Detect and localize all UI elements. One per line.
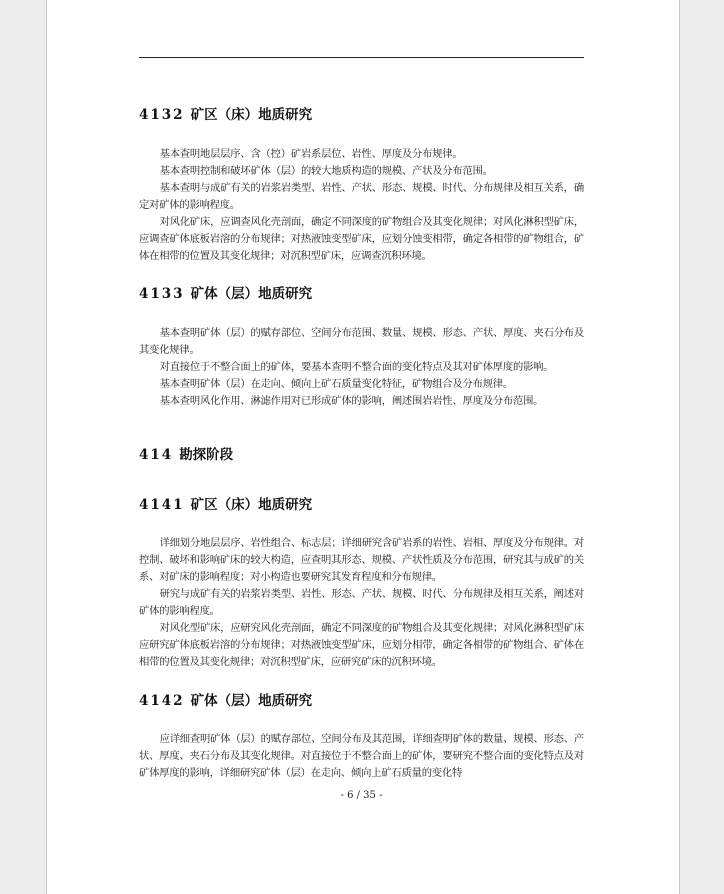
section-4142-body (139, 731, 584, 782)
heading-4141 (139, 496, 584, 514)
section-title: 矿区（床）地质研究 (190, 497, 313, 513)
paragraph: 基本查明风化作用、淋滤作用对已形成矿体的影响，阐述围岩岩性、厚度及分布范围。 (159, 395, 544, 407)
heading-4133 (139, 285, 584, 303)
paragraph: 基本查明矿体（层）在走向、倾向上矿石质量变化特征，矿物组合及分布规律。 (159, 378, 513, 390)
section-number: 4141 (139, 497, 185, 513)
section-4141-heading (139, 496, 584, 514)
section-4142-heading (139, 692, 584, 710)
section-number: 4142 (139, 693, 185, 709)
section-title: 矿体（层）地质研究 (190, 693, 313, 709)
section-4133-body (139, 325, 584, 410)
paragraph: 基本查明与成矿有关的岩浆岩类型、岩性、产状、形态、规模、时代、分布规律及相互关系，确定对矿体的影响程度。 (139, 182, 584, 211)
section-4132-heading (139, 106, 584, 124)
section-title: 矿体（层）地质研究 (190, 286, 313, 302)
header-rule (139, 57, 584, 58)
section-title: 矿区（床）地质研究 (190, 107, 313, 123)
paragraph: 基本查明控制和破坏矿体（层）的较大地质构造的规模、产状及分布范围。 (159, 165, 493, 177)
section-number: 414 (139, 447, 174, 463)
section-number: 4132 (139, 107, 185, 123)
paragraph: 对直接位于不整合面上的矿体，要基本查明不整合面的变化特点及其对矿体厚度的影响。 (159, 361, 554, 373)
heading-414 (139, 446, 584, 464)
section-4141-body (139, 535, 584, 671)
page-number: - 6 / 35 - (340, 790, 383, 801)
paragraph: 基本查明矿体（层）的赋存部位、空间分布范围、数量、规模、形态、产状、厚度、夹石分布及其变化规律。 (139, 327, 584, 356)
paragraph: 对风化矿床，应调查风化壳剖面，确定不同深度的矿物组合及其变化规律；对风化淋积型矿床，应调查矿体底板岩溶的分布规律；对热液蚀变型矿床，应划分蚀变相带，确定各相带的矿物组合，矿体在相带的位置及其变化规律；对沉积型矿床，应调查沉积环境。 (139, 216, 584, 262)
paragraph: 详细划分地层层序、岩性组合、标志层；详细研究含矿岩系的岩性、岩相、厚度及分布规律。对控制、破坏和影响矿床的较大构造，应查明其形态、规模、产状性质及分布范围，研究其与成矿的关系、对矿床的影响程度；对小构造也要研究其发育程度和分布规律。 (139, 537, 584, 583)
paragraph: 基本查明地层层序、含（控）矿岩系层位、岩性、厚度及分布规律。 (159, 148, 463, 160)
paragraph: 应详细查明矿体（层）的赋存部位、空间分布及其范围，详细查明矿体的数量、规模、形态、产状、厚度、夹石分布及其变化规律。对直接位于不整合面上的矿体，要研究不整合面的变化特点及对矿体厚度的影响，详细研究矿体（层）在走向、倾向上矿石质量的变化特 (139, 733, 584, 779)
section-414-heading (139, 446, 584, 464)
heading-4142 (139, 692, 584, 710)
heading-4132 (139, 106, 584, 124)
section-4132-body (139, 146, 584, 265)
section-title: 勘探阶段 (179, 447, 234, 463)
section-number: 4133 (139, 286, 185, 302)
section-4133-heading (139, 285, 584, 303)
paragraph: 研究与成矿有关的岩浆岩类型、岩性、形态、产状、规模、时代、分布规律及相互关系，阐述对矿体的影响程度。 (139, 588, 584, 617)
paragraph: 对风化型矿床，应研究风化壳剖面，确定不同深度的矿物组合及其变化规律；对风化淋积型矿床应研究矿体底板岩溶的分布规律；对热液蚀变型矿床，应划分相带，确定各相带的矿物组合、矿体在相带的位置及其变化规律；对沉积型矿床，应研究矿床的沉积环境。 (139, 622, 584, 668)
